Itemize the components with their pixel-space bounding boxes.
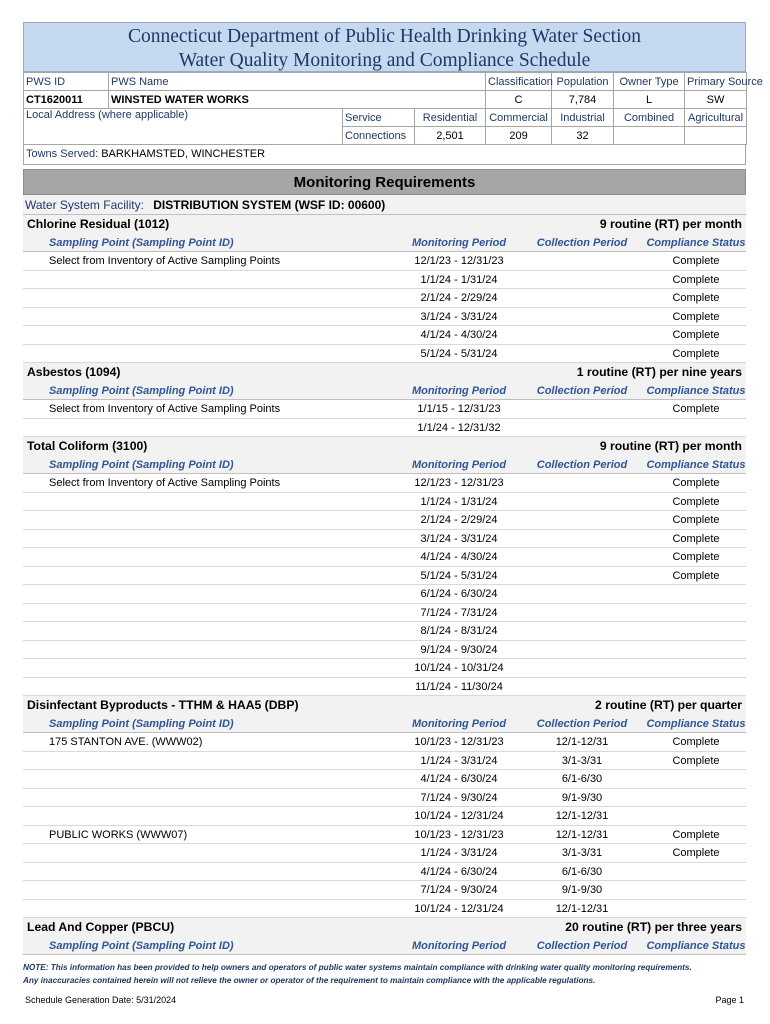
table-row	[23, 289, 746, 308]
monitoring-period: 10/1/24 - 12/31/24	[414, 810, 504, 822]
combined-label: Combined	[614, 109, 685, 127]
table-row	[23, 400, 746, 419]
monitoring-period: 2/1/24 - 2/29/24	[420, 292, 498, 304]
analyte-name: Disinfectant Byproducts - TTHM & HAA5 (DBP)	[27, 698, 299, 712]
column-sampling-point: Sampling Point (Sampling Point ID)	[49, 458, 234, 471]
generation-date: Schedule Generation Date: 5/31/2024	[25, 995, 177, 1005]
pws-name-value: WINSTED WATER WORKS	[109, 91, 486, 109]
analyte-name: Asbestos (1094)	[27, 365, 121, 379]
title-line-2: Water Quality Monitoring and Compliance Schedule	[178, 50, 591, 71]
table-row	[23, 345, 746, 364]
towns-served	[23, 145, 746, 165]
collection-period: 9/1-9/30	[561, 884, 603, 896]
monitoring-period: 5/1/24 - 5/31/24	[420, 569, 498, 582]
residential-value: 2,501	[415, 127, 486, 145]
industrial-label: Industrial	[552, 109, 614, 127]
column-sampling-point: Sampling Point (Sampling Point ID)	[49, 236, 234, 249]
monitoring-period: 8/1/24 - 8/31/24	[420, 625, 498, 637]
monitoring-period: 1/1/24 - 3/31/24	[420, 754, 498, 767]
monitoring-period: 10/1/23 - 12/31/23	[414, 828, 504, 841]
table-row	[23, 530, 746, 549]
local-address-label: Local Address (where applicable)	[24, 109, 343, 145]
collection-period: 3/1-3/31	[561, 847, 603, 859]
compliance-status: Complete	[672, 736, 720, 748]
table-row	[23, 770, 746, 789]
analyte-section-header	[23, 215, 746, 234]
towns-value: BARKHAMSTED, WINCHESTER	[101, 148, 266, 160]
table-row	[23, 567, 746, 586]
table-row	[23, 271, 746, 290]
monitoring-period: 10/1/24 - 12/31/24	[414, 902, 504, 915]
facility-label: Water System Facility:	[25, 198, 144, 212]
column-compliance-status: Compliance Status	[646, 458, 746, 471]
analyte-section-header	[23, 437, 746, 456]
monitoring-period: 1/1/15 - 12/31/23	[417, 403, 501, 415]
table-row	[23, 863, 746, 882]
sampling-point: Select from Inventory of Active Sampling Points	[49, 255, 281, 267]
table-row	[23, 641, 746, 660]
table-row	[23, 604, 746, 623]
residential-label: Residential	[415, 109, 486, 127]
compliance-status: Complete	[672, 347, 720, 360]
compliance-status: Complete	[672, 532, 720, 545]
table-row	[23, 511, 746, 530]
facility-value: DISTRIBUTION SYSTEM (WSF ID: 00600)	[153, 198, 386, 212]
note-line-2: Any inaccuracies contained herein will not relieve the owner or operator of the requirement to maintain compliance with the applicable regulations.	[23, 976, 596, 985]
sampling-point: Select from Inventory of Active Sampling Points	[49, 403, 281, 415]
table-row	[23, 493, 746, 512]
column-sampling-point: Sampling Point (Sampling Point ID)	[49, 939, 234, 952]
compliance-status: Complete	[672, 255, 720, 267]
page-footer	[23, 995, 746, 1011]
collection-period: 9/1-9/30	[561, 791, 603, 804]
compliance-status: Complete	[672, 403, 720, 415]
table-row	[23, 585, 746, 604]
compliance-status: Complete	[672, 292, 720, 304]
compliance-status: Complete	[672, 477, 720, 489]
monitoring-sections	[23, 215, 746, 955]
collection-period: 12/1-12/31	[555, 736, 609, 748]
monitoring-period: 11/1/24 - 11/30/24	[415, 680, 503, 693]
column-monitoring-period: Monitoring Period	[411, 717, 507, 730]
disclaimer-note	[23, 961, 746, 987]
monitoring-period: 9/1/24 - 9/30/24	[420, 643, 498, 656]
table-row	[23, 659, 746, 678]
population-label: Population	[552, 73, 614, 91]
monitoring-period: 4/1/24 - 4/30/24	[420, 329, 498, 341]
monitoring-period: 7/1/24 - 9/30/24	[420, 791, 498, 804]
title-line-1: Connecticut Department of Public Health Drinking Water Section	[127, 26, 642, 47]
compliance-status: Complete	[672, 514, 720, 526]
column-compliance-status: Compliance Status	[646, 384, 746, 397]
column-collection-period: Collection Period	[536, 939, 628, 952]
pws-id-value: CT1620011	[24, 91, 109, 109]
agricultural-value	[685, 127, 747, 145]
compliance-status: Complete	[672, 569, 720, 582]
monitoring-period: 4/1/24 - 6/30/24	[420, 865, 498, 878]
analyte-frequency: 1 routine (RT) per nine years	[576, 365, 742, 379]
collection-period: 6/1-6/30	[561, 773, 603, 785]
monitoring-period: 6/1/24 - 6/30/24	[420, 588, 498, 600]
document-title	[23, 22, 746, 72]
population-value: 7,784	[552, 91, 614, 109]
monitoring-period: 10/1/24 - 10/31/24	[414, 662, 504, 674]
compliance-status: Complete	[672, 310, 720, 323]
agricultural-label: Agricultural	[685, 109, 747, 127]
sampling-point: Select from Inventory of Active Sampling Points	[49, 477, 281, 489]
column-sampling-point: Sampling Point (Sampling Point ID)	[49, 384, 234, 397]
monitoring-period: 12/1/23 - 12/31/23	[414, 255, 504, 267]
collection-period: 6/1-6/30	[561, 865, 603, 878]
column-monitoring-period: Monitoring Period	[411, 458, 507, 471]
table-row	[23, 900, 746, 919]
combined-value	[614, 127, 685, 145]
sampling-point: PUBLIC WORKS (WWW07)	[49, 828, 188, 841]
collection-period: 12/1-12/31	[555, 828, 609, 841]
table-row	[23, 474, 746, 493]
analyte-name: Chlorine Residual (1012)	[27, 217, 170, 231]
service-label-1: Service	[343, 109, 415, 127]
column-compliance-status: Compliance Status	[646, 717, 746, 730]
table-row	[23, 622, 746, 641]
note-line-1: NOTE: This information has been provided to help owners and operators of public water systems maintain compliance with drinking water quality monitoring requirements.	[23, 963, 692, 972]
column-header-row	[23, 456, 746, 475]
table-row	[23, 752, 746, 771]
monitoring-period: 3/1/24 - 3/31/24	[420, 310, 498, 323]
column-header-row	[23, 382, 746, 401]
monitoring-period: 4/1/24 - 4/30/24	[420, 551, 498, 563]
collection-period: 3/1-3/31	[561, 754, 603, 767]
column-collection-period: Collection Period	[536, 384, 628, 397]
table-row	[23, 826, 746, 845]
industrial-value: 32	[552, 127, 614, 145]
column-monitoring-period: Monitoring Period	[411, 384, 507, 397]
column-monitoring-period: Monitoring Period	[411, 236, 507, 249]
system-info-table	[23, 72, 763, 145]
analyte-section-header	[23, 696, 746, 715]
schedule-page	[23, 22, 763, 1011]
analyte-frequency: 9 routine (RT) per month	[599, 217, 742, 231]
collection-period: 12/1-12/31	[555, 902, 609, 915]
primary-source-label: Primary Source	[685, 73, 747, 91]
column-monitoring-period: Monitoring Period	[411, 939, 507, 952]
compliance-status: Complete	[672, 329, 720, 341]
monitoring-period: 2/1/24 - 2/29/24	[420, 514, 498, 526]
compliance-status: Complete	[672, 273, 720, 286]
classification-value: C	[486, 91, 552, 109]
table-row	[23, 326, 746, 345]
compliance-status: Complete	[672, 551, 720, 563]
table-row	[23, 252, 746, 271]
monitoring-period: 1/1/24 - 1/31/24	[420, 273, 498, 286]
monitoring-period: 1/1/24 - 12/31/32	[417, 421, 501, 434]
table-row	[23, 789, 746, 808]
column-compliance-status: Compliance Status	[646, 236, 746, 249]
column-collection-period: Collection Period	[536, 236, 628, 249]
analyte-name: Lead And Copper (PBCU)	[27, 920, 175, 934]
monitoring-period: 12/1/23 - 12/31/23	[414, 477, 504, 489]
collection-period: 12/1-12/31	[555, 810, 609, 822]
owner-type-label: Owner Type	[614, 73, 685, 91]
monitoring-period: 4/1/24 - 6/30/24	[420, 773, 498, 785]
service-label-2: Connections	[343, 127, 415, 145]
classification-label: Classification	[486, 73, 552, 91]
facility-row	[23, 195, 746, 215]
monitoring-period: 7/1/24 - 9/30/24	[420, 884, 498, 896]
compliance-status: Complete	[672, 754, 720, 767]
monitoring-period: 5/1/24 - 5/31/24	[420, 347, 498, 360]
column-collection-period: Collection Period	[536, 717, 628, 730]
towns-label: Towns Served:	[26, 148, 99, 160]
table-row	[23, 881, 746, 900]
monitoring-period: 10/1/23 - 12/31/23	[414, 736, 504, 748]
pws-name-label: PWS Name	[109, 73, 486, 91]
table-row	[23, 678, 746, 697]
monitoring-heading: Monitoring Requirements	[23, 169, 746, 195]
monitoring-period: 1/1/24 - 1/31/24	[420, 495, 498, 508]
analyte-frequency: 2 routine (RT) per quarter	[595, 698, 742, 712]
column-header-row	[23, 937, 746, 956]
analyte-frequency: 9 routine (RT) per month	[599, 439, 742, 453]
compliance-status: Complete	[672, 495, 720, 508]
compliance-status: Complete	[672, 847, 720, 859]
column-sampling-point: Sampling Point (Sampling Point ID)	[49, 717, 234, 730]
monitoring-period: 1/1/24 - 3/31/24	[420, 847, 498, 859]
analyte-frequency: 20 routine (RT) per three years	[565, 920, 742, 934]
table-row	[23, 844, 746, 863]
analyte-section-header	[23, 363, 746, 382]
column-compliance-status: Compliance Status	[646, 939, 746, 952]
table-row	[23, 733, 746, 752]
owner-type-value: L	[614, 91, 685, 109]
column-header-row	[23, 234, 746, 253]
primary-source-value: SW	[685, 91, 747, 109]
commercial-value: 209	[486, 127, 552, 145]
table-row	[23, 419, 746, 438]
pws-id-label: PWS ID	[24, 73, 109, 91]
table-row	[23, 548, 746, 567]
table-row	[23, 308, 746, 327]
sampling-point: 175 STANTON AVE. (WWW02)	[49, 736, 203, 748]
page-number: Page 1	[715, 995, 744, 1005]
monitoring-period: 7/1/24 - 7/31/24	[420, 606, 498, 619]
monitoring-period: 3/1/24 - 3/31/24	[420, 532, 498, 545]
analyte-section-header	[23, 918, 746, 937]
analyte-name: Total Coliform (3100)	[27, 439, 148, 453]
column-collection-period: Collection Period	[536, 458, 628, 471]
compliance-status: Complete	[672, 828, 720, 841]
column-header-row	[23, 715, 746, 734]
table-row	[23, 807, 746, 826]
commercial-label: Commercial	[486, 109, 552, 127]
